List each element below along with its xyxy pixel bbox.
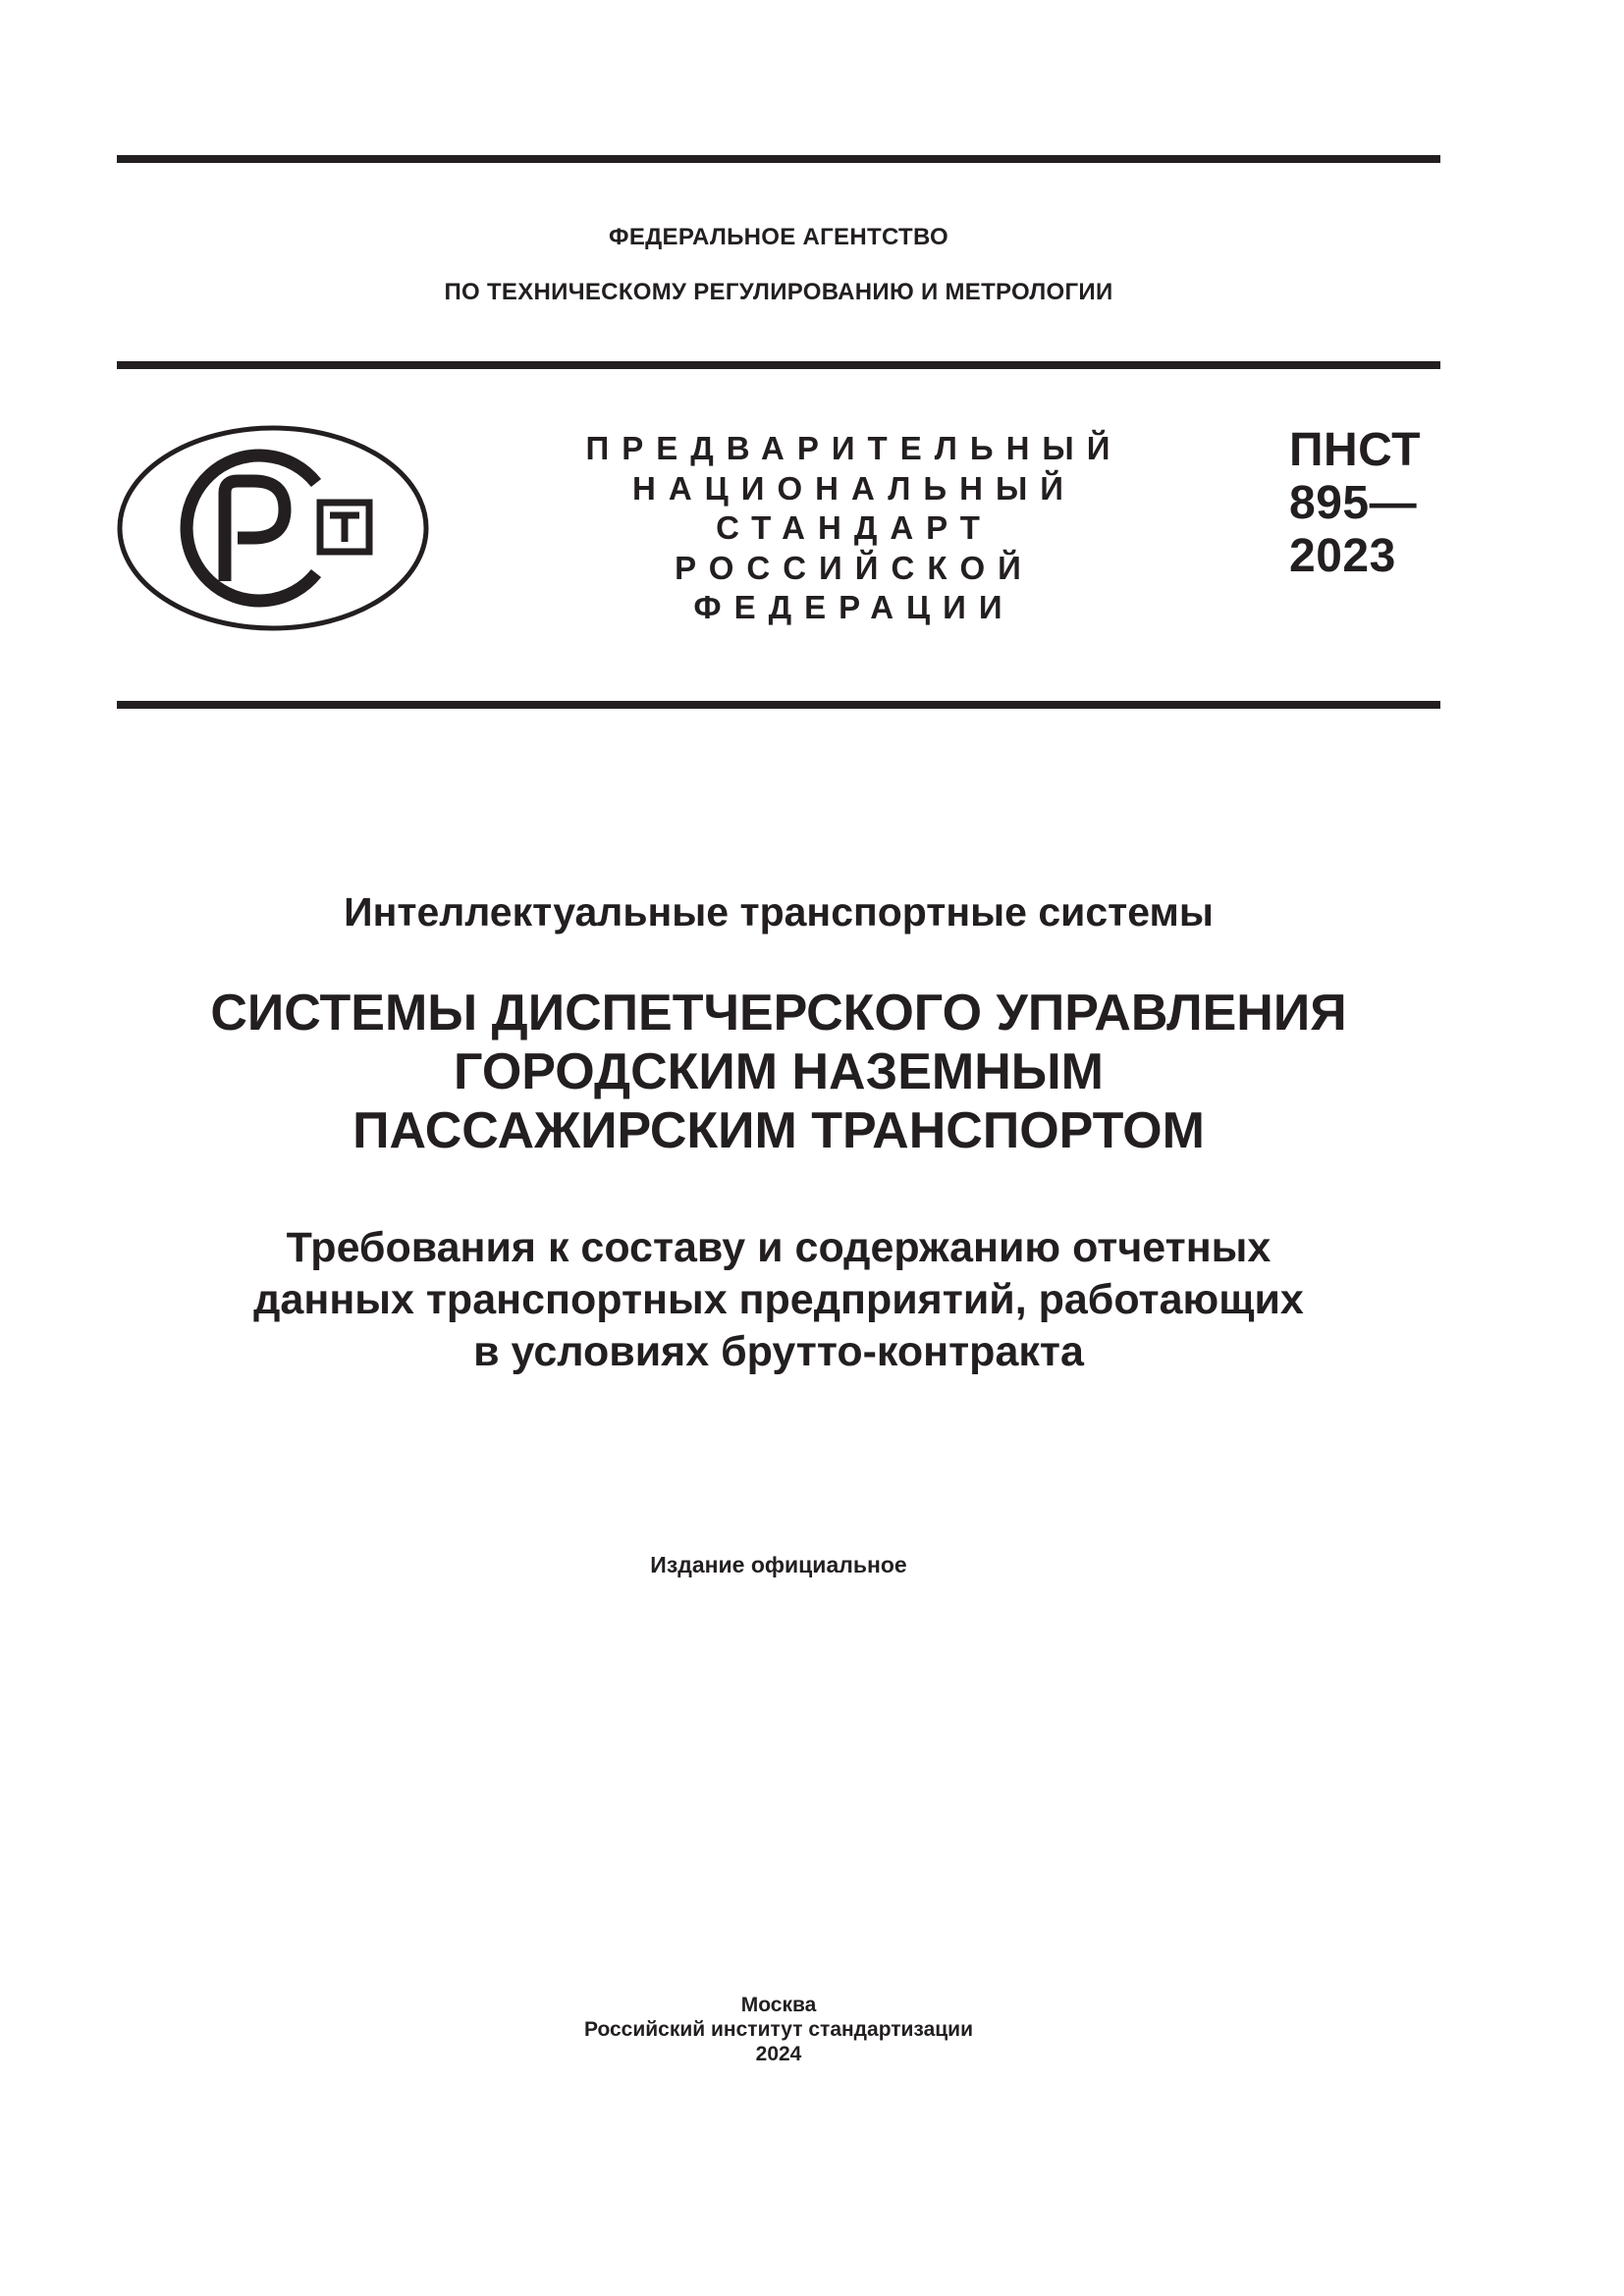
imprint-publisher: Российский институт стандартизации: [583, 2018, 974, 2041]
main-title: [117, 984, 1440, 1160]
standard-type-line: НАЦИОНАЛЬНЫЙ: [632, 469, 1076, 507]
subtitle: [117, 1222, 1440, 1378]
imprint: [117, 1993, 1440, 2066]
imprint-city: Москва: [740, 1994, 817, 2016]
edition-label: Издание официальное: [650, 1552, 907, 1577]
imprint-year: 2024: [755, 2043, 802, 2065]
subtitle-line: данных транспортных предприятий, работающих: [253, 1276, 1304, 1323]
standard-type-line: РОССИЙСКОЙ: [675, 549, 1034, 586]
designation-line: 895—: [1289, 477, 1418, 529]
designation-line: 2023: [1289, 530, 1396, 582]
standard-designation: [1289, 424, 1421, 583]
gost-r-logo: [116, 424, 430, 632]
agency-name-line-2: ПО ТЕХНИЧЕСКОМУ РЕГУЛИРОВАНИЮ И МЕТРОЛОГИИ: [444, 279, 1113, 305]
standard-type-line: СТАНДАРТ: [716, 509, 993, 546]
agency-rule: [117, 361, 1440, 369]
standard-type-line: ФЕДЕРАЦИИ: [693, 589, 1015, 625]
standard-type: [565, 429, 1144, 628]
standard-type-line: ПРЕДВАРИТЕЛЬНЫЙ: [585, 430, 1123, 466]
main-title-line: ПАССАЖИРСКИМ ТРАНСПОРТОМ: [352, 1102, 1205, 1159]
top-rule: [117, 155, 1440, 163]
subtitle-line: в условиях брутто-контракта: [473, 1328, 1084, 1375]
header-bottom-rule: [117, 701, 1440, 709]
main-title-line: СИСТЕМЫ ДИСПЕТЧЕРСКОГО УПРАВЛЕНИЯ: [210, 985, 1347, 1041]
agency-name-line-1: ФЕДЕРАЛЬНОЕ АГЕНТСТВО: [609, 224, 948, 250]
series-title: Интеллектуальные транспортные системы: [344, 889, 1214, 934]
designation-line: ПНСТ: [1289, 424, 1421, 476]
main-title-line: ГОРОДСКИМ НАЗЕМНЫМ: [454, 1043, 1104, 1100]
gost-r-emblem-icon: [116, 424, 430, 632]
subtitle-line: Требования к составу и содержанию отчетных: [286, 1224, 1272, 1271]
